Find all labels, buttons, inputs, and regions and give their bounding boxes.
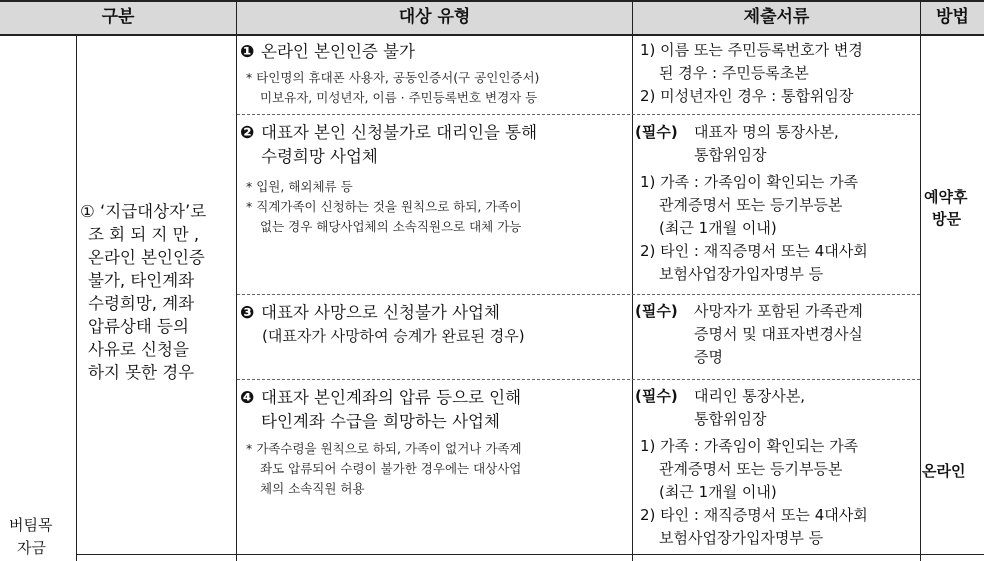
- row-separator-1: [237, 114, 920, 115]
- row3-marker: ❸: [240, 303, 255, 323]
- method-online: 온라인: [922, 462, 966, 480]
- category-sub-line-5: 수령희망, 계좌: [88, 294, 195, 313]
- row4-required-label: (필수): [635, 387, 678, 405]
- row3-required-3: 증명: [694, 348, 723, 366]
- row1-doc-2: 된 경우 : 주민등록초본: [659, 64, 809, 82]
- row4-doc-5: 보험사업장가입자명부 등: [659, 529, 824, 547]
- row2-doc-2: 관계증명서 또는 등기부등본: [659, 196, 843, 214]
- row2-note-1: * 입원, 해외체류 등: [246, 179, 353, 194]
- row2-required-1: 대표자 명의 통장사본,: [694, 123, 839, 141]
- row2-required-label: (필수): [635, 123, 678, 141]
- row2-note-2: * 직계가족이 신청하는 것을 원칙으로 하되, 가족이: [246, 199, 522, 214]
- header-category: 구분: [101, 7, 135, 27]
- col-divider-3: [920, 0, 921, 561]
- col-divider-1: [236, 0, 237, 561]
- category-sub-line-8: 하지 못한 경우: [88, 363, 195, 382]
- category-sub-line-4: 불가, 타인계좌: [88, 271, 195, 290]
- row4-title-2: 타인계좌 수급을 희망하는 사업체: [261, 412, 500, 431]
- col-divider-sub: [76, 36, 77, 561]
- row1-title: 온라인 본인인증 불가: [261, 42, 415, 61]
- row2-title-1: 대표자 본인 신청불가로 대리인을 통해: [261, 123, 538, 142]
- row4-title-1: 대표자 본인계좌의 압류 등으로 인해: [261, 388, 522, 407]
- row2-doc-5: 보험사업장가입자명부 등: [659, 265, 824, 283]
- row2-title-2: 수령희망 사업체: [261, 147, 378, 166]
- category-main-line-2: 자금: [17, 539, 46, 557]
- row4-doc-1: 1) 가족 : 가족임이 확인되는 가족: [640, 437, 859, 455]
- row1-note-2: 미보유자, 미성년자, 이름 · 주민등록번호 변경자 등: [260, 90, 538, 105]
- category-sub-line-6: 압류상태 등의: [88, 317, 189, 336]
- row4-marker: ❹: [240, 388, 255, 408]
- category-sub-line-7: 사유로 신청을: [88, 340, 189, 359]
- row1-marker: ❶: [240, 42, 255, 62]
- row2-marker: ❷: [240, 123, 255, 143]
- category-sub-line-1: ① ‘지급대상자’로: [80, 202, 207, 221]
- row2-doc-1: 1) 가족 : 가족임이 확인되는 가족: [640, 173, 859, 191]
- row3-title: 대표자 사망으로 신청불가 사업체: [261, 303, 500, 322]
- row1-note-1: * 타인명의 휴대폰 사용자, 공동인증서(구 공인인증서): [246, 70, 540, 85]
- method-visit-line-2: 방문: [932, 210, 961, 228]
- row3-subtitle: (대표자가 사망하여 승계가 완료된 경우): [262, 327, 525, 345]
- header-method: 방법: [936, 7, 969, 27]
- row-separator-3: [237, 379, 920, 380]
- row1-doc-3: 2) 미성년자인 경우 : 통합위임장: [640, 87, 854, 105]
- header-target-type: 대상 유형: [398, 7, 471, 27]
- row4-note-3: 체의 소속직원 허용: [260, 481, 365, 496]
- row4-required-2: 통합위임장: [694, 410, 767, 428]
- row4-required-1: 대리인 통장사본,: [694, 387, 805, 405]
- row2-doc-4: 2) 타인 : 재직증명서 또는 4대사회: [640, 242, 868, 260]
- header-bottom-border: [0, 34, 984, 36]
- row4-doc-2: 관계증명서 또는 등기부등본: [659, 460, 843, 478]
- category-sub-line-3: 온라인 본인인증: [88, 248, 205, 267]
- row2-note-3: 없는 경우 해당사업체의 소속직원으로 대체 가능: [260, 219, 522, 234]
- row4-note-2: 좌도 압류되어 수령이 불가한 경우에는 대상사업: [260, 461, 522, 476]
- row4-note-1: * 가족수령을 원칙으로 하되, 가족이 없거나 가족계: [246, 441, 522, 456]
- row4-doc-3: (최근 1개월 이내): [659, 483, 777, 501]
- category-main-line-1: 버팀목: [9, 516, 53, 534]
- header-documents: 제출서류: [743, 7, 810, 27]
- row3-required-label: (필수): [635, 302, 678, 320]
- row2-doc-3: (최근 1개월 이내): [659, 219, 777, 237]
- row1-doc-1: 1) 이름 또는 주민등록번호가 변경: [640, 41, 863, 59]
- col-divider-2: [632, 0, 633, 561]
- category-sub-line-2: 조 회 되 지 만 ,: [88, 225, 200, 244]
- row4-doc-4: 2) 타인 : 재직증명서 또는 4대사회: [640, 506, 868, 524]
- row-separator-2: [237, 294, 920, 295]
- row3-required-2: 증명서 및 대표자변경사실: [694, 325, 863, 343]
- method-visit-line-1: 예약후: [924, 188, 968, 206]
- header-top-border: [0, 0, 984, 2]
- row3-required-1: 사망자가 포함된 가족관계: [694, 302, 863, 320]
- row2-required-2: 통합위임장: [694, 146, 767, 164]
- table-bottom-border: [76, 554, 984, 555]
